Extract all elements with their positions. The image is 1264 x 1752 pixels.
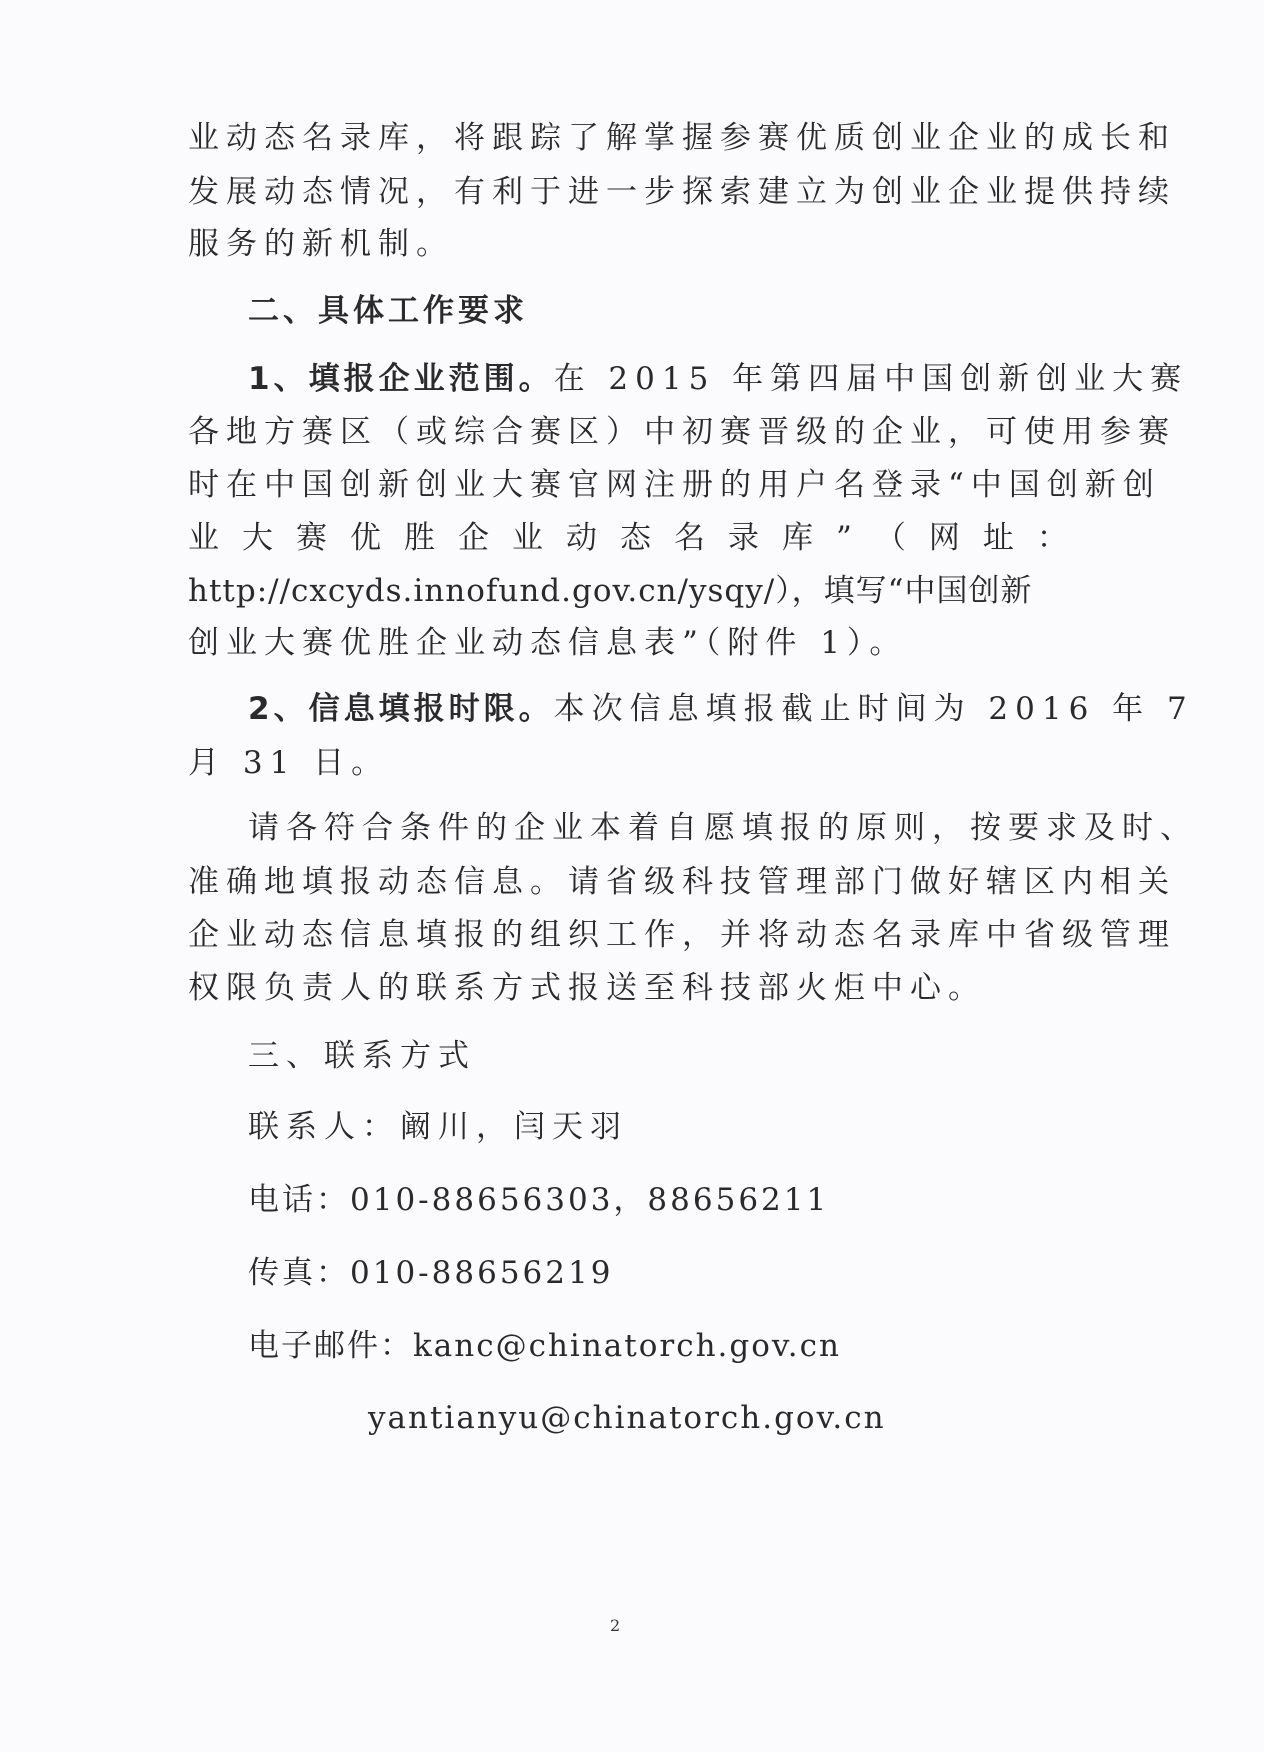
justified-char: 优 — [350, 520, 381, 556]
justified-char: 网 — [928, 520, 960, 556]
paragraph-line: 权限负责人的联系方式报送至科技部火炬中心。 — [188, 970, 986, 1006]
paragraph-line: 发展动态情况，有利于进一步探索建立为创业企业提供持续 — [188, 174, 1176, 210]
justified-char: 业 — [512, 520, 543, 556]
justified-char: 录 — [728, 520, 759, 556]
justified-char: 名 — [674, 520, 705, 556]
url-line: http://cxcyds.innofund.gov.cn/ysqy/），填写“中国创新 — [188, 573, 1033, 609]
paragraph-line: 月 31 日。 — [188, 745, 390, 781]
paragraph-line: 准确地填报动态信息。请省级科技管理部门做好辖区内相关 — [188, 864, 1176, 900]
contact-person: 联系人：阚川，闫天羽 — [248, 1109, 628, 1145]
justified-char: 址 — [982, 520, 1014, 556]
justified-char: 赛 — [296, 520, 327, 556]
contact-email: 电子邮件：kanc@chinatorch.gov.cn — [248, 1328, 841, 1364]
justified-char: 大 — [242, 520, 273, 556]
justified-char: 企 — [458, 520, 489, 556]
justified-char: 态 — [620, 520, 651, 556]
item1-line — [248, 359, 1189, 399]
section-heading-2: 二、具体工作要求 — [248, 293, 528, 329]
paragraph-line: 服务的新机制。 — [188, 226, 454, 262]
justified-line — [188, 518, 1068, 558]
page-number: 2 — [610, 1616, 621, 1635]
justified-char: （ — [874, 520, 906, 556]
paragraph-line: 创业大赛优胜企业动态信息表”（附件 1）。 — [188, 625, 908, 661]
justified-char: 胜 — [404, 520, 435, 556]
justified-char: 动 — [566, 520, 597, 556]
contact-email-secondary: yantianyu@chinatorch.gov.cn — [368, 1400, 886, 1436]
paragraph-line: 业动态名录库，将跟踪了解掌握参赛优质创业企业的成长和 — [188, 120, 1176, 156]
paragraph-line: 企业动态信息填报的组织工作，并将动态名录库中省级管理 — [188, 917, 1176, 953]
item2-label: 2、信息填报时限。 — [248, 691, 554, 727]
contact-phone: 电话：010-88656303，88656211 — [248, 1182, 830, 1218]
item1-text: 在 2015 年第四届中国创新创业大赛 — [553, 361, 1189, 397]
justified-char: ” — [836, 520, 852, 556]
item2-text: 本次信息填报截止时间为 2016 年 7 — [553, 691, 1194, 727]
justified-char: ： — [1036, 520, 1068, 556]
paragraph-line: 各地方赛区（或综合赛区）中初赛晋级的企业，可使用参赛 — [188, 414, 1176, 450]
item1-label: 1、填报企业范围。 — [248, 361, 554, 397]
justified-char: 库 — [782, 520, 813, 556]
section-heading-3: 三、联系方式 — [248, 1038, 476, 1074]
paragraph-line: 时在中国创新创业大赛官网注册的用户名登录“中国创新创 — [188, 467, 1161, 503]
justified-char: 业 — [188, 520, 219, 556]
item2-line — [248, 689, 1194, 729]
paragraph-line: 请各符合条件的企业本着自愿填报的原则，按要求及时、 — [248, 810, 1198, 846]
contact-fax: 传真：010-88656219 — [248, 1255, 614, 1291]
